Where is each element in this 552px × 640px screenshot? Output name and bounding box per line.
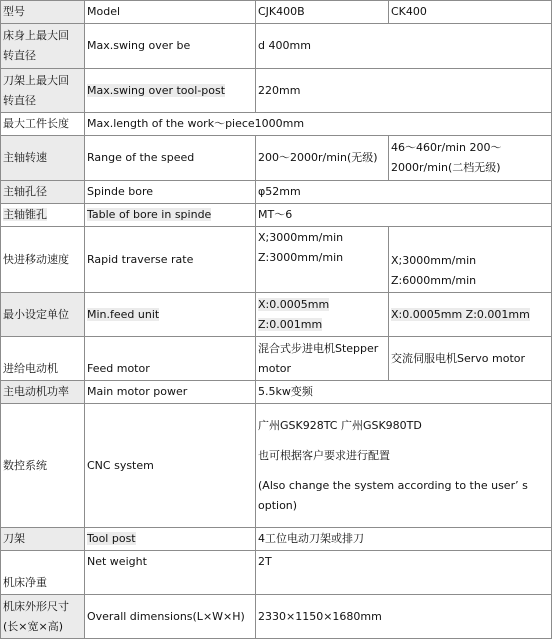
value-cell: 2330×1150×1680mm: [256, 595, 552, 639]
value-cell: 4工位电动刀架或排刀: [256, 528, 552, 551]
value-line: motor: [258, 361, 292, 375]
value-line: [258, 295, 386, 315]
value-line: 2000r/min(二档无级): [391, 161, 501, 174]
value-line: (Also change the system according to the user’ s: [258, 478, 528, 492]
value-spacer: [258, 466, 549, 476]
param-en-cell: Range of the speed: [85, 136, 256, 181]
param-cn-cell: [1, 24, 85, 69]
param-cn-cell: 主轴孔径: [1, 181, 85, 204]
value-line: option): [258, 498, 298, 512]
table-row: [1, 551, 552, 595]
param-en-text: Max.swing over tool-post: [87, 83, 226, 97]
param-en-cell: Feed motor: [85, 337, 256, 381]
param-cn-cell: [1, 204, 85, 227]
table-row: [1, 113, 552, 136]
table-row: [1, 24, 552, 69]
value-cell: 2T: [256, 551, 552, 595]
value-line: 46～460r/min 200～: [391, 141, 502, 154]
param-en-cell: [85, 69, 256, 113]
value-line: 也可根据客户要求进行配置: [258, 448, 390, 462]
param-cn-line: (长×宽×高): [3, 619, 64, 633]
value-cell: 5.5kw变频: [256, 381, 552, 404]
param-cn-cell: 最小设定单位: [1, 293, 85, 337]
value-line: X;3000mm/min: [258, 231, 344, 244]
value-text: Z:0.001mm: [258, 317, 323, 331]
table-row: [1, 181, 552, 204]
header-cell-cjk400b: CJK400B: [256, 1, 389, 24]
param-cn-line: 机床外形尺寸: [3, 599, 69, 613]
param-cn-cell: 刀架: [1, 528, 85, 551]
param-en-cell: Overall dimensions(L×W×H): [85, 595, 256, 639]
header-cell-model: Model: [85, 1, 256, 24]
value-line: 广州GSK928TC 广州GSK980TD: [258, 418, 422, 432]
value-line: 混合式步进电机Stepper: [258, 341, 379, 355]
param-en-cell: [85, 204, 256, 227]
value-cell-ck400: 交流伺服电机Servo motor: [389, 337, 552, 381]
param-en-text: Tool post: [87, 532, 136, 545]
value-cell-ck400: [389, 293, 552, 337]
param-cn-cell: 机床净重: [1, 551, 85, 595]
value-cell-cjk400b: 200～2000r/min(无级): [256, 136, 389, 181]
value-text: X:0.0005mm Z:0.001mm: [391, 307, 530, 321]
value-cell: MT～6: [256, 204, 552, 227]
value-cell-cjk400b: [256, 227, 389, 293]
value-text: X:0.0005mm: [258, 297, 330, 311]
table-row: [1, 595, 552, 639]
param-en-text: Min.feed unit: [87, 307, 160, 321]
value-line: [258, 315, 386, 335]
table-row: [1, 136, 552, 181]
param-cn-cell: [1, 595, 85, 639]
param-cn-cell: 进给电动机: [1, 337, 85, 381]
table-row: [1, 404, 552, 528]
param-en-cell: CNC system: [85, 404, 256, 528]
table-row: [1, 69, 552, 113]
value-cell-cjk400b: [256, 337, 389, 381]
param-cn-line: 转直径: [3, 93, 36, 107]
header-row: [1, 1, 552, 24]
value-cell-cjk400b: [256, 293, 389, 337]
value-cell: 220mm: [256, 69, 552, 113]
param-cn-cell: [1, 69, 85, 113]
table-row: [1, 381, 552, 404]
value-cell-ck400: [389, 227, 552, 293]
table-row: [1, 337, 552, 381]
param-cn-line: 刀架上最大回: [3, 73, 69, 87]
param-en-cell: [85, 293, 256, 337]
param-en-cell: Max.swing over be: [85, 24, 256, 69]
param-en-text: Table of bore in spinde: [87, 208, 212, 221]
table-row: [1, 204, 552, 227]
param-en-cell: Max.length of the work～piece1000mm: [85, 113, 552, 136]
param-cn-line: 转直径: [3, 49, 36, 62]
header-cell-type: 型号: [1, 1, 85, 24]
value-line: Z:3000mm/min: [258, 251, 344, 264]
value-cell: [256, 404, 552, 528]
value-cell-ck400: [389, 136, 552, 181]
param-en-cell: Main motor power: [85, 381, 256, 404]
param-cn-cell: 主轴转速: [1, 136, 85, 181]
param-en-cell: Net weight: [85, 551, 256, 595]
table-row: [1, 293, 552, 337]
table-row: [1, 227, 552, 293]
param-cn-text: 主轴锥孔: [3, 208, 47, 221]
param-en-cell: Rapid traverse rate: [85, 227, 256, 293]
param-cn-line: 床身上最大回: [3, 29, 69, 42]
param-en-cell: Spinde bore: [85, 181, 256, 204]
value-cell: φ52mm: [256, 181, 552, 204]
value-cell: d 400mm: [256, 24, 552, 69]
param-cn-cell: 最大工件长度: [1, 113, 85, 136]
value-spacer: [258, 436, 549, 446]
value-line: X;3000mm/min: [391, 254, 477, 267]
param-en-cell: [85, 528, 256, 551]
param-cn-cell: 主电动机功率: [1, 381, 85, 404]
param-cn-cell: 快进移动速度: [1, 227, 85, 293]
table-row: [1, 528, 552, 551]
param-cn-cell: 数控系统: [1, 404, 85, 528]
value-line: Z:6000mm/min: [391, 274, 477, 287]
header-cell-ck400: CK400: [389, 1, 552, 24]
